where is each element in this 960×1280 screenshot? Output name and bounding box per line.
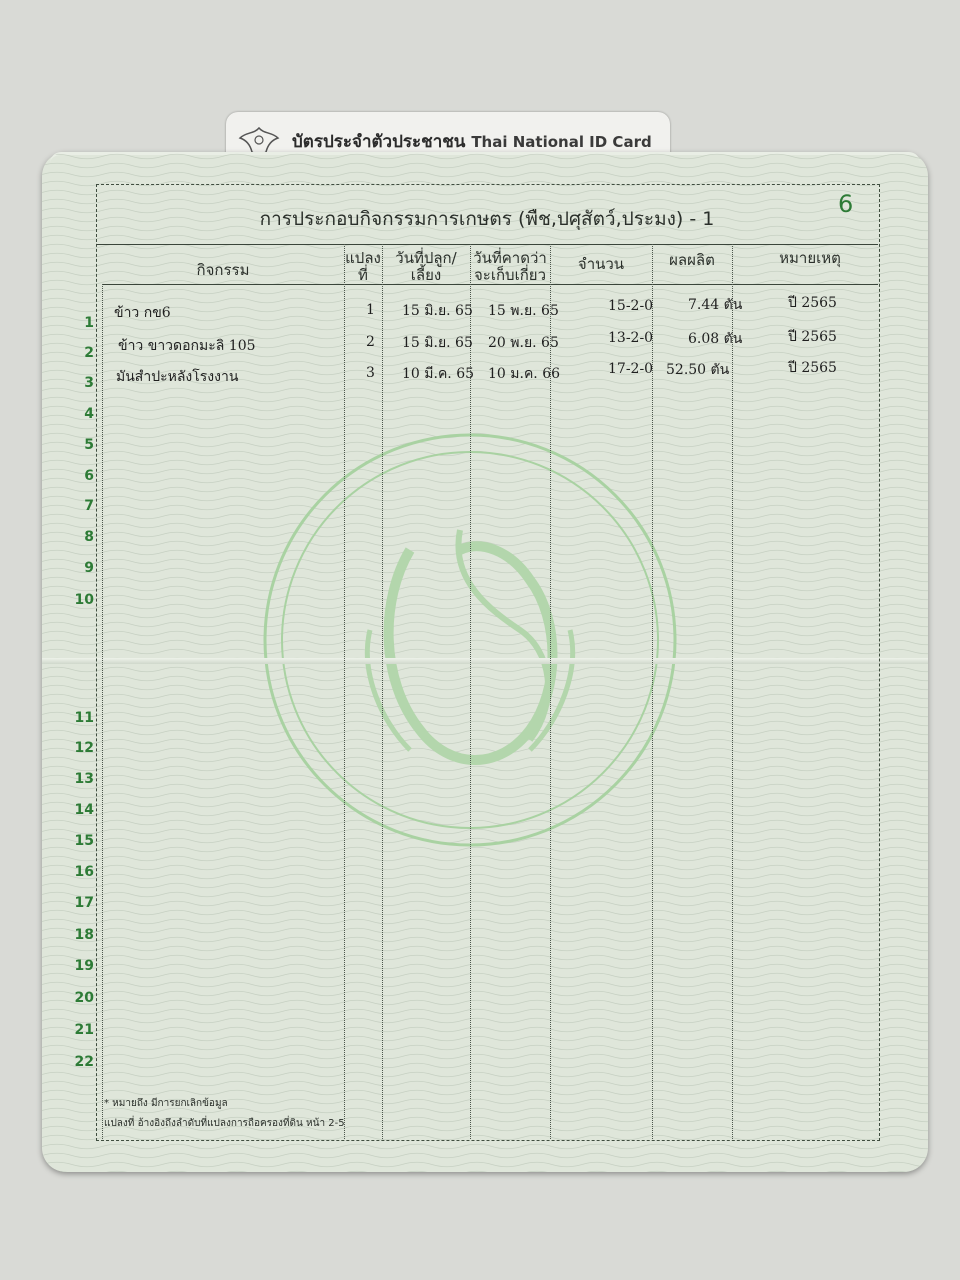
row-number: 8 (84, 529, 94, 545)
row-number: 22 (74, 1054, 94, 1070)
row-number: 17 (74, 895, 94, 911)
row-number: 16 (74, 864, 94, 880)
header-top-line (96, 244, 878, 245)
cell-activity: มันสำปะหลังโรงงาน (116, 369, 239, 385)
cell-plot: 2 (366, 334, 375, 350)
column-header-plant-date (382, 250, 470, 284)
column-header-plot (344, 250, 382, 284)
row-number: 9 (84, 560, 94, 576)
row-number: 7 (84, 498, 94, 514)
row-number: 21 (74, 1022, 94, 1038)
cell-activity: ข้าว ขาวดอกมะลิ 105 (118, 338, 256, 354)
land-booklet-page (42, 152, 928, 1172)
id-card-title-th: บัตรประจำตัวประชาชน (292, 132, 466, 152)
row-number: 20 (74, 990, 94, 1006)
column-divider (652, 244, 653, 1139)
page-number: 6 (838, 190, 854, 218)
cell-plot: 1 (366, 302, 375, 318)
cell-plant-date: 15 มิ.ย. 65 (402, 335, 473, 351)
column-header-plant-date-line2: เลี้ยง (410, 266, 442, 284)
cell-amount: 13-2-0 (608, 330, 654, 346)
column-header-plant-date-line1: วันที่ปลูก/ (395, 249, 457, 267)
column-divider (102, 284, 103, 1139)
cell-harvest-date: 15 พ.ย. 65 (488, 303, 559, 319)
column-header-plot-line2: ที่ (358, 266, 368, 284)
column-header-harvest-date-line1: วันที่คาดว่า (473, 249, 547, 267)
cell-amount: 15-2-0 (608, 298, 654, 314)
page-title: การประกอบกิจกรรมการเกษตร (พืช,ปศุสัตว์,ประมง) - 1 (259, 208, 715, 230)
row-number: 14 (74, 802, 94, 818)
row-number: 3 (84, 375, 94, 391)
column-header-amount: จำนวน (577, 255, 625, 273)
cell-harvest-date: 20 พ.ย. 65 (488, 335, 559, 351)
row-number: 13 (74, 771, 94, 787)
cell-amount: 17-2-0 (608, 361, 654, 377)
row-number: 1 (84, 315, 94, 331)
row-number: 6 (84, 468, 94, 484)
cell-remark: ปี 2565 (788, 329, 837, 345)
column-header-plot-line1: แปลง (345, 249, 381, 267)
cell-activity: ข้าว กข6 (114, 305, 171, 321)
header-bottom-line (102, 284, 878, 285)
cell-harvest-date: 10 ม.ค. 66 (488, 366, 561, 382)
cell-remark: ปี 2565 (788, 360, 837, 376)
row-number: 4 (84, 406, 94, 422)
column-header-remark: หมายเหตุ (779, 249, 841, 267)
row-number: 19 (74, 958, 94, 974)
column-header-harvest-date-line2: จะเก็บเกี่ยว (474, 266, 546, 284)
cell-plot: 3 (366, 365, 375, 381)
row-number: 5 (84, 437, 94, 453)
cell-plant-date: 10 มี.ค. 65 (402, 366, 475, 382)
row-number: 12 (74, 740, 94, 756)
table-frame (96, 184, 880, 1141)
cell-plant-date: 15 มิ.ย. 65 (402, 303, 473, 319)
cell-yield: 52.50 ตัน (666, 362, 730, 378)
row-number: 15 (74, 833, 94, 849)
column-divider (382, 244, 383, 1139)
cell-yield: 7.44 ตัน (688, 297, 743, 313)
row-number: 18 (74, 927, 94, 943)
column-header-harvest-date (470, 250, 550, 284)
row-number: 11 (74, 710, 94, 726)
column-divider (732, 244, 733, 1139)
column-divider (344, 244, 345, 1139)
cell-yield: 6.08 ตัน (688, 331, 743, 347)
column-header-activity: กิจกรรม (196, 261, 250, 279)
footnote-cancelled: * หมายถึง มีการยกเลิกข้อมูล (104, 1098, 228, 1109)
row-number: 10 (74, 592, 94, 608)
footnote-plot-reference: แปลงที่ อ้างอิงถึงลำดับที่แปลงการถือครองที่ดิน หน้า 2-5 (104, 1118, 345, 1129)
column-header-yield: ผลผลิต (669, 251, 715, 269)
cell-remark: ปี 2565 (788, 295, 837, 311)
id-card-title (292, 128, 652, 155)
row-number: 2 (84, 345, 94, 361)
id-card-title-en: Thai National ID Card (471, 133, 652, 151)
